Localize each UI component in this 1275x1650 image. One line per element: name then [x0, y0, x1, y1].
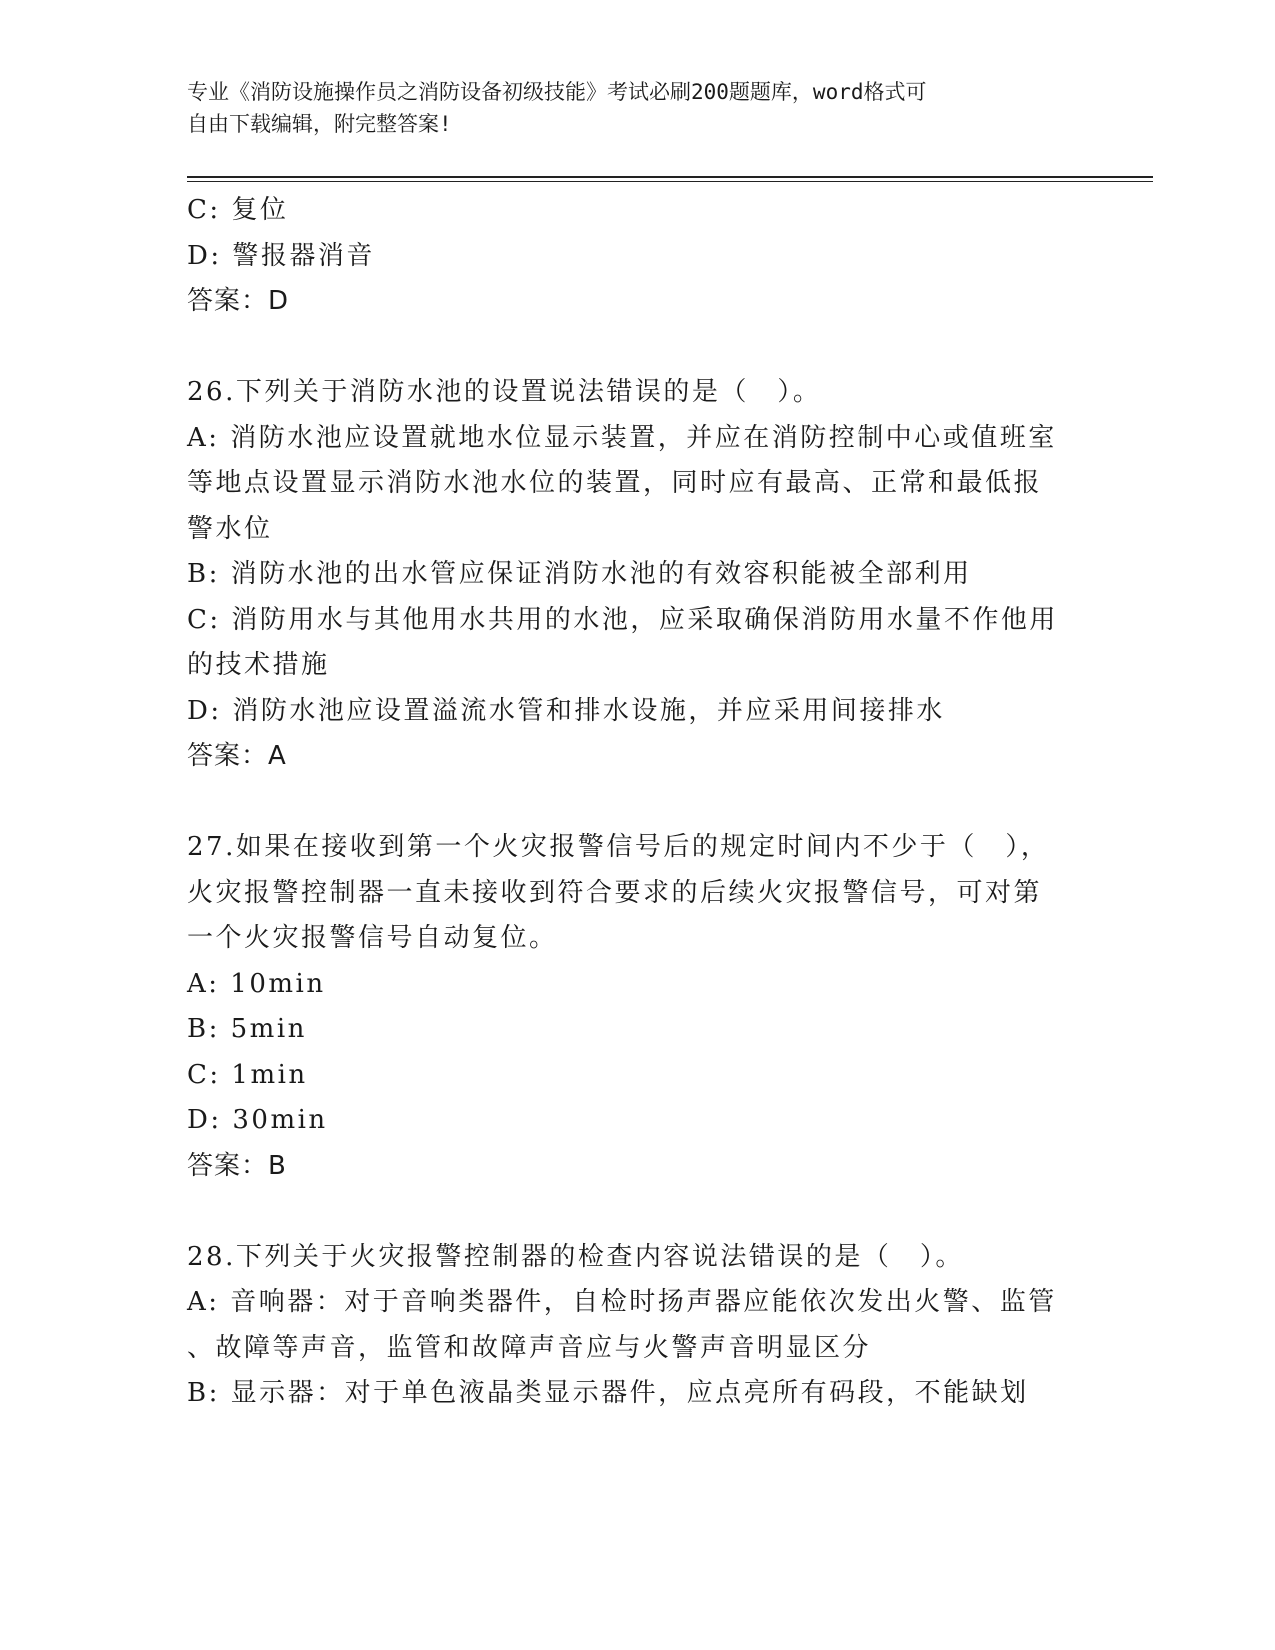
- spacer: [187, 1189, 1087, 1235]
- option-c: C: 复位: [187, 195, 289, 225]
- option-a-line-1: A: 消防水池应设置就地水位显示装置，并应在消防控制中心或值班室: [187, 422, 1057, 453]
- option-b: B: 显示器：对于单色液晶类显示器件，应点亮所有码段，不能缺划: [187, 1378, 1029, 1408]
- option-b: B: 消防水池的出水管应保证消防水池的有效容积能被全部利用: [187, 559, 972, 589]
- answer-line: 答案：B: [187, 1150, 287, 1181]
- question-stem: 26.下列关于消防水池的设置说法错误的是（ ）。: [187, 377, 822, 407]
- header-divider-thin: [187, 181, 1153, 182]
- option-a-line-3: 警水位: [187, 513, 273, 544]
- option-d: D: 警报器消音: [187, 240, 375, 271]
- question-stem-line-3: 一个火灾报警信号自动复位。: [187, 923, 558, 953]
- option-c-line-2: 的技术措施: [187, 650, 330, 680]
- question-stem-line-2: 火灾报警控制器一直未接收到符合要求的后续火灾报警信号，可对第: [187, 877, 1043, 908]
- option-a-line-1: A: 音响器：对于音响类器件，自检时扬声器应能依次发出火警、监管: [187, 1287, 1057, 1317]
- option-c: C: 1min: [187, 1059, 308, 1090]
- header-title-line-2: 自由下载编辑，附完整答案!: [187, 112, 452, 136]
- option-a-line-2: 等地点设置显示消防水池水位的装置，同时应有最高、正常和最低报: [187, 468, 1043, 498]
- option-a-line-2: 、故障等声音，监管和故障声音应与火警声音明显区分: [187, 1332, 872, 1363]
- previous-question-tail: [187, 188, 1087, 325]
- question-stem: 28.下列关于火灾报警控制器的检查内容说法错误的是（ ）。: [187, 1241, 964, 1272]
- answer-line: 答案：A: [187, 741, 287, 771]
- spacer: [187, 780, 1087, 826]
- question-content: [187, 188, 1087, 1417]
- option-d: D: 30min: [187, 1105, 328, 1135]
- page-header: [187, 76, 1067, 140]
- spacer: [187, 325, 1087, 371]
- question-stem-line-1: 27.如果在接收到第一个火灾报警信号后的规定时间内不少于（ ），: [187, 832, 1050, 862]
- option-c-line-1: C: 消防用水与其他用水共用的水池，应采取确保消防用水量不作他用: [187, 604, 1058, 635]
- option-a: A: 10min: [187, 968, 326, 999]
- question-27: [187, 825, 1087, 1189]
- question-26: [187, 370, 1087, 780]
- header-title-line-1: 专业《消防设施操作员之消防设备初级技能》考试必刷200题题库，word格式可: [187, 80, 927, 104]
- answer-line: 答案：D: [187, 286, 290, 316]
- question-28: [187, 1235, 1087, 1417]
- option-b: B: 5min: [187, 1014, 307, 1044]
- header-divider-thick: [187, 176, 1153, 178]
- option-d: D: 消防水池应设置溢流水管和排水设施，并应采用间接排水: [187, 695, 945, 726]
